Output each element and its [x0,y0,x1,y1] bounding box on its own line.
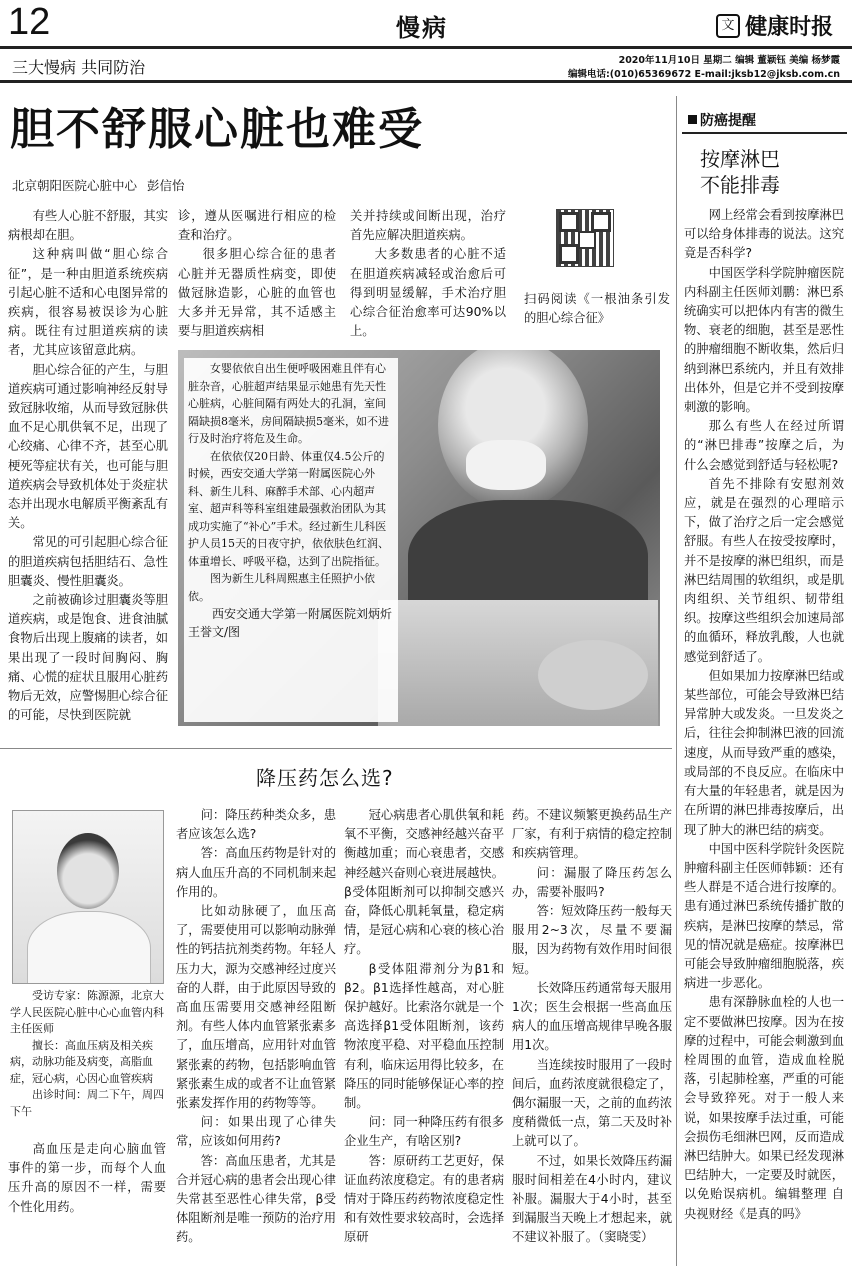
paragraph: 常见的可引起胆心综合征的胆道疾病包括胆结石、急性胆囊炎、慢性胆囊炎。 [8,535,168,588]
paragraph: 中国中医科学院针灸医院肿瘤科副主任医师韩颖：还有些人群是不适合进行按摩的。患有通过淋巴系统传播扩散的疾病，是淋巴按摩的禁忌，常见的情况就是癌症。按摩淋巴可能会导致肿瘤细胞脱落，疾病进一步恶化。 [684,841,844,991]
paragraph: 诊，遵从医嘱进行相应的检查和治疗。 [178,209,336,243]
paragraph: 网上经常会看到按摩淋巴可以给身体排毒的说法。这究竟是否科学? [684,208,844,261]
qr-code-icon[interactable] [556,209,614,267]
paragraph: 药。不建议频繁更换药品生产厂家，有利于病情的稳定控制和疾病管理。 [512,808,672,861]
paragraph: 首先不排除有安慰剂效应，就是在强烈的心理暗示下，做了治疗之后一定会感觉舒服。有些人在按受按摩时，并不是按摩的淋巴组织，而是淋巴结周围的软组织，或是肌肉组织、关节组织、韧带组织。按摩这些组织会加速局部的血循环，释放乳酸，人也就感觉到舒适了。 [684,476,844,664]
photo-credit: 西安交通大学第一附属医院刘炳炘 王誉文/图 [188,607,393,639]
paragraph: 中国医学科学院肿瘤医院内科副主任医师刘鹏：淋巴系统确实可以把体内有害的微生物、衰老的细胞，甚至是恶性的肿瘤细胞不断收集，然后归纳到淋巴系统内，并且有效排出体外，但是它并不受到按摩刺激的影响。 [684,265,844,415]
paragraph: 答：原研药工艺更好，保证血药浓度稳定。有的患者病情对于降压药药物浓度稳定性和有效性要求较高时，会选择原研 [344,1153,504,1245]
square-bullet-icon [688,115,697,124]
page-number: 12 [8,1,51,43]
expert-info [10,988,166,1120]
article2-headline: 降压药怎么选? [256,766,394,790]
section-title: 慢病 [396,13,448,42]
paragraph: 冠心病患者心肌供氧和耗氧不平衡，交感神经越兴奋平衡越加重；而心衰患者，交感神经越兴奋则心衰进展越快。β受体阻断剂可以抑制交感兴奋，降低心肌耗氧量，稳定病情，是冠心病和心衰的核心治疗。 [344,808,504,957]
infant [538,640,648,710]
sidebar-divider [676,96,677,1266]
subheader-rule [0,80,852,83]
qr-caption: 扫码阅读《一根油条引发的胆心综合征》 [524,292,670,325]
masthead-rule [0,46,852,49]
article2-column-2 [344,806,504,1248]
sidebar-body [684,206,844,1224]
article1-column-2 [178,207,336,341]
date-line: 2020年11月10日 星期二 编辑 董颖钰 美编 杨梦霞 [618,55,840,66]
expert-clinic-hours: 出诊时间：周二下午，周四下午 [10,1088,164,1118]
paragraph: 关并持续或间断出现，治疗首先应解决胆道疾病。 [350,209,506,243]
paragraph: 那么有些人在经过所谓的“淋巴排毒”按摩之后，为什么会感觉到舒适与轻松呢? [684,419,844,472]
article2-intro [8,1140,166,1217]
logo-seal-icon: 文 [716,14,740,38]
paragraph: 患有深静脉血栓的人也一定不要做淋巴按摩。因为在按摩的过程中，可能会刺激到血栓周围的血管，造成血栓脱落，引起肺栓塞，严重的可能会导致猝死。对于一般人来说，如果按摩手法过重，可能会损伤毛细淋巴网，反而造成淋巴结肿大。如果已经发现淋巴结肿大，一定要及时就医，以免贻误病机。编辑整理 自央视财经《是真的吗》 [684,995,844,1221]
expert-portrait [12,810,164,984]
section-subtitle: 三大慢病 共同防治 [12,58,146,77]
article1-byline: 北京朝阳医院心脏中心 彭信怡 [12,178,185,193]
paragraph: 但如果加力按摩淋巴结或某些部位，可能会导致淋巴结异常肿大或发炎。一旦发炎之后，往往会抑制淋巴液的回流速度，从而导致严重的感染，或局部的不良反应。在临床中有大量的年轻患者，就是因为在所谓的淋巴排毒按摩后，出现了肿大的淋巴结的病变。 [684,668,844,837]
sidebar-label-rule [682,132,847,134]
portrait-head [57,833,119,909]
article2-column-1 [176,806,336,1248]
paper-logo [716,10,846,40]
article1-column-1 [8,207,168,725]
paragraph: 比如动脉硬了，血压高了，需要使用可以影响动脉弹性的钙拮抗剂类药物。年轻人压力大，源为交感神经过度兴奋的人群，由于此原因导致的高血压需要用交感神经阻断剂。有些人体内血管紧张素多了，血压增高，应用针对血管紧张素的药物，包括影响血管紧张素生成的或者不让血管紧张素发挥作用的药物等等。 [176,904,336,1111]
paragraph: 高血压是走向心脑血管事件的第一步，而每个人血压升高的原因不一样，需要个性化用药。 [8,1142,166,1214]
paragraph: 之前被确诊过胆囊炎等胆道疾病，或是饱食、进食油腻食物后出现上腹痛的读者，如果出现了一段时间胸闷、胸痛、心慌的症状且服用心脏药物后无效，应警惕胆心综合征的可能，尽快到医院就 [8,593,168,723]
paragraph: 答：高血压患者，尤其是合并冠心病的患者会出现心律失常甚至恶性心律失常，β受体阻断剂是唯一预防的治疗用药。 [176,1153,336,1245]
photo-caption [184,358,398,722]
article1-column-3 [350,207,506,341]
expert-name: 受访专家：陈源源，北京大学人民医院心脏中心心血管内科主任医师 [10,989,164,1035]
paper-name: 健康时报 [745,14,834,40]
paragraph: 胆心综合征的产生，与胆道疾病可通过影响神经反射导致冠脉收缩，从而导致冠脉供血不足心肌供氧不足，出现了心绞痛、心律不齐，甚至心肌梗死等症状有关，也可能与胆道疾病会导致机体处于炎症状态并出现水电解质平衡紊乱有关。 [8,362,168,531]
caption-paragraph: 图为新生儿科周熙惠主任照护小依依。 [188,572,375,603]
paragraph: 问：漏服了降压药怎么办，需要补服吗? [512,865,672,899]
paragraph: 答：短效降压药一般每天服用2~3次，尽量不要漏服，因为药物有效作用时间很短。 [512,904,672,976]
article1-headline: 胆不舒服心脏也难受 [10,104,424,155]
paragraph: 有些人心脏不舒服，其实病根却在胆。 [8,209,168,243]
paragraph: 长效降压药通常每天服用1次；医生会根据一些高血压病人的血压增高规律早晚各服用1次。 [512,980,672,1053]
caption-paragraph: 女婴依依自出生便呼吸困难且伴有心脏杂音，心脏超声结果显示她患有先天性心脏病，心脏间隔有两处大的孔洞，室间隔缺损8毫米，房间隔缺损5毫米，如不进行及时治疗将危及生命。 [188,362,389,445]
paragraph: 问：如果出现了心律失常，应该如何用药? [176,1115,336,1149]
paragraph: 当连续按时服用了一段时间后，血药浓度就很稳定了，偶尔漏服一天，之前的血药浓度稍微低一点，第二天及时补上就可以了。 [512,1057,672,1149]
nurse-mask [466,440,546,490]
article2-column-3 [512,806,672,1248]
sidebar-headline-line2: 不能排毒 [700,173,780,197]
paragraph: 很多胆心综合征的患者心脏并无器质性病变，即使做冠脉造影，心脏的血管也大多并无异常，其不适感主要与胆道疾病相 [178,247,336,339]
paragraph: 问：降压药种类众多，患者应该怎么选? [176,808,336,842]
paragraph: 不过，如果长效降压药漏服时间相差在4小时内，建议补服。漏服大于4小时，甚至到漏服当天晚上才想起来，就不建议补服了。（窦晓雯） [512,1153,672,1245]
sidebar-label [688,110,756,130]
paragraph: 这种病叫做“胆心综合征”，是一种由胆道系统疾病引起心脏不适和心电图异常的疾病，很容易被误诊为心脏病。既往有过胆道疾病的读者，尤其应该留意此病。 [8,247,168,358]
paragraph: 问：同一种降压药有很多企业生产，有啥区别? [344,1115,504,1149]
caption-paragraph: 在依依仅20日龄、体重仅4.5公斤的时候，西安交通大学第一附属医院心外科、新生儿科、麻醉手术部、心内超声室、超声科等科室组建最强救治团队为其成功实施了“补心”手术。经过新生儿科医护人员15天的日夜守护，依依肤色红润、体重增长、呼吸平稳，达到了出院指征。 [188,449,389,568]
portrait-body [27,911,151,984]
sidebar-headline-line1: 按摩淋巴 [700,147,780,171]
paragraph: β受体阻滞剂分为β1和β2。β1选择性越高，对心脏保护越好。比索洛尔就是一个高选择β1受体阻断剂，该药物浓度平稳、对平稳血压控制有利，临床运用得比较多，在降压的同时能够保证心率的控制。 [344,961,504,1111]
sidebar-label-text: 防癌提醒 [700,113,756,129]
article-divider [0,748,672,749]
contact-line: 编辑电话:(010)65369672 E-mail:jksb12@jksb.com.cn [567,69,840,80]
paragraph: 答：高血压药物是针对的病人血压升高的不同机制来起作用的。 [176,846,336,899]
expert-specialty: 擅长：高血压病及相关疾病，动脉功能及病变，高脂血症，冠心病，心因心血管疾病 [10,1038,153,1085]
paragraph: 大多数患者的心脏不适在胆道疾病减轻或治愈后可得到明显缓解，手术治疗胆心综合征治愈率可达90%以上。 [350,247,506,339]
sidebar-headline [700,146,780,198]
